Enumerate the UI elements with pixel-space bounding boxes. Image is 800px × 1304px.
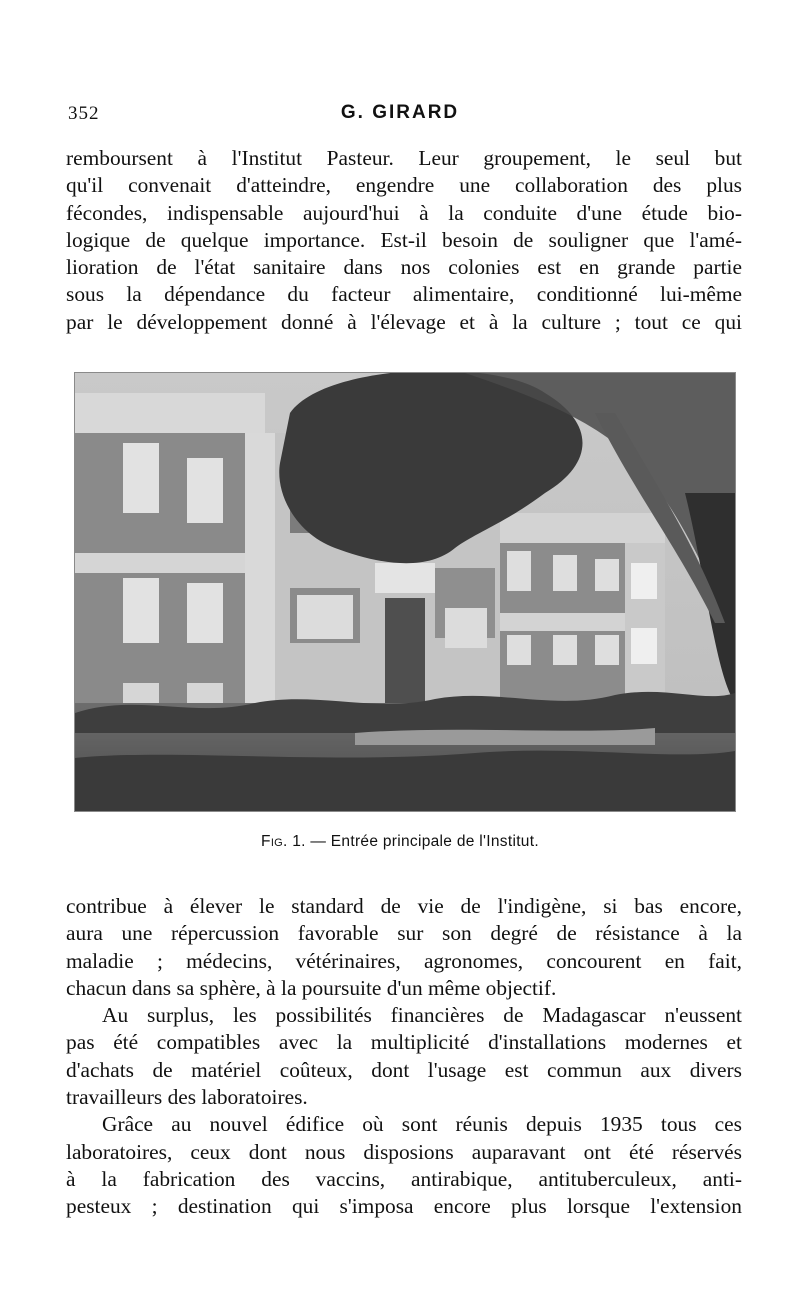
building-photo bbox=[75, 373, 735, 811]
page-number: 352 bbox=[68, 103, 100, 124]
text-line: lioration de l'état sanitaire dans nos colonies est en grande partie bbox=[66, 255, 742, 280]
text-line: chacun dans sa sphère, à la poursuite d'un même objectif. bbox=[66, 975, 557, 1000]
text-line: pas été compatibles avec la multiplicité d'installations modernes et bbox=[66, 1030, 742, 1055]
text-line: Grâce au nouvel édifice où sont réunis depuis 1935 tous ces bbox=[102, 1112, 742, 1137]
body-paragraph-bottom bbox=[66, 893, 742, 1221]
body-paragraph-top bbox=[66, 145, 742, 336]
text-line: remboursent à l'Institut Pasteur. Leur groupement, le seul but bbox=[66, 146, 742, 170]
figure-caption-text: — Entrée principale de l'Institut. bbox=[305, 833, 539, 850]
text-line: sous la dépendance du facteur alimentaire, conditionné lui-même bbox=[66, 282, 742, 307]
text-line: pesteux ; destination qui s'imposa encore plus lorsque l'extension bbox=[66, 1194, 742, 1219]
text-line: qu'il convenait d'atteindre, engendre une collaboration des plus bbox=[66, 173, 742, 198]
text-line: par le développement donné à l'élevage et à la culture ; tout ce qui bbox=[66, 309, 742, 334]
text-line: laboratoires, ceux dont nous disposions auparavant ont été réservés bbox=[66, 1139, 742, 1164]
text-line: travailleurs des laboratoires. bbox=[66, 1085, 308, 1110]
figure-label: Fig. 1. bbox=[261, 833, 306, 850]
text-line: contribue à élever le standard de vie de l'indigène, si bas encore, bbox=[66, 894, 742, 918]
text-line: Au surplus, les possibilités financières de Madagascar n'eussent bbox=[102, 1003, 742, 1028]
text-line: maladie ; médecins, vétérinaires, agronomes, concourent en fait, bbox=[66, 948, 742, 973]
text-line: fécondes, indispensable aujourd'hui à la conduite d'une étude bio- bbox=[66, 200, 742, 225]
text-line: logique de quelque importance. Est-il besoin de souligner que l'amé- bbox=[66, 227, 742, 252]
text-line: d'achats de matériel coûteux, dont l'usage est commun aux divers bbox=[66, 1057, 742, 1082]
text-line: aura une répercussion favorable sur son degré de résistance à la bbox=[66, 921, 742, 946]
text-line: à la fabrication des vaccins, antirabique, antituberculeux, anti- bbox=[66, 1166, 742, 1191]
figure-photograph bbox=[74, 372, 736, 812]
figure-caption bbox=[0, 833, 800, 851]
running-head: G. GIRARD bbox=[340, 102, 460, 123]
